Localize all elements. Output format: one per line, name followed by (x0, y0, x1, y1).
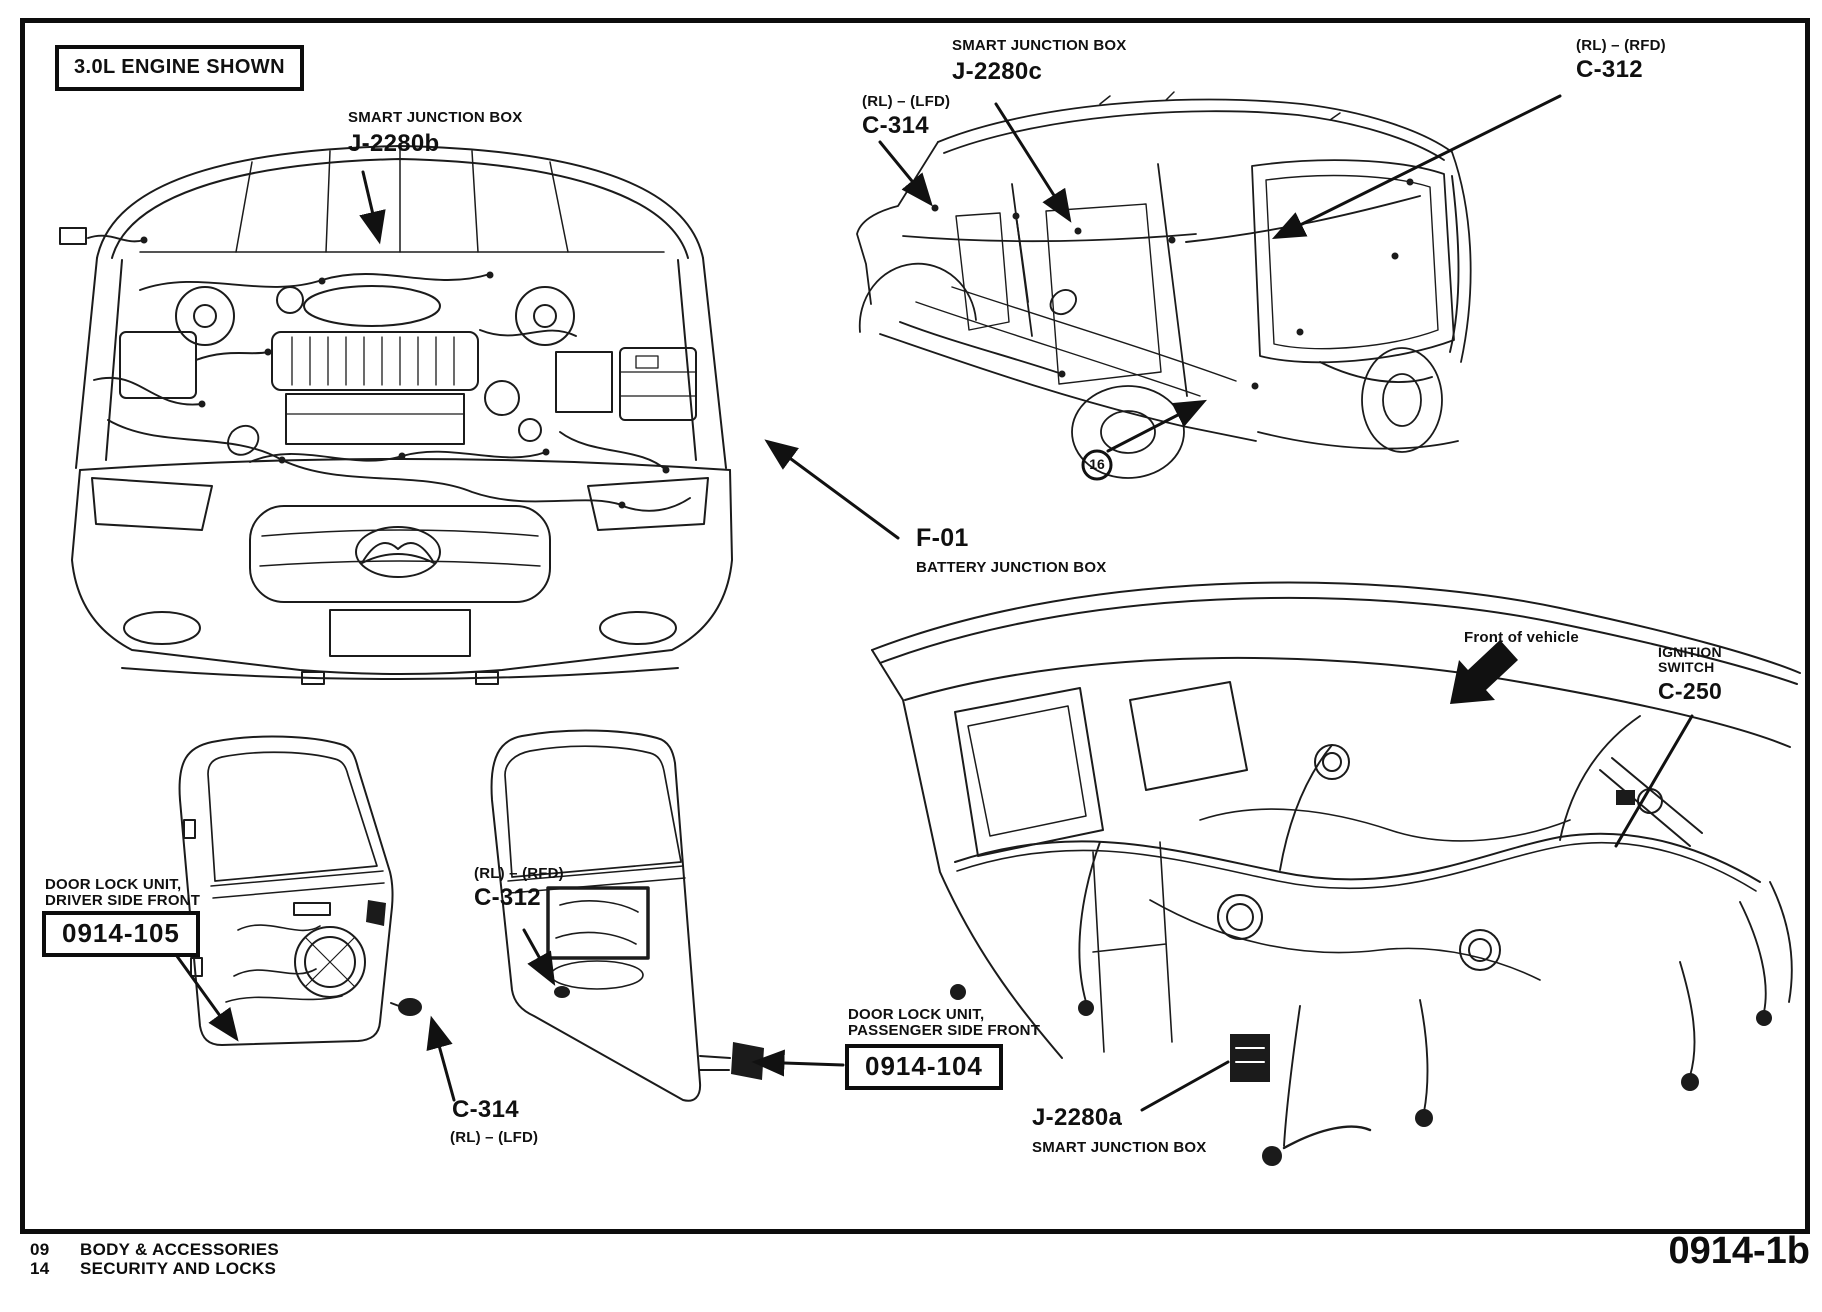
ignition-code: C-250 (1658, 678, 1723, 704)
driver-door-label-line1: DOOR LOCK UNIT, (45, 876, 182, 893)
passenger-door-code-box: 0914-104 (845, 1044, 1003, 1090)
brand-emblem (356, 527, 440, 577)
body-c312-prefix: (RL) – (RFD) (1576, 37, 1666, 54)
sjb-a-connector (1230, 1034, 1270, 1082)
body-c314-code: C-314 (862, 112, 929, 139)
passenger-door-label-line2: PASSENGER SIDE FRONT (848, 1022, 1041, 1039)
footer-subsection-title: SECURITY AND LOCKS (80, 1259, 277, 1278)
driver-door-code-box: 0914-105 (42, 911, 200, 957)
sjb-c-code: J-2280c (952, 58, 1043, 85)
driver-door-drawing (180, 736, 422, 1045)
bjb-code: F-01 (916, 524, 969, 552)
body-c312-code: C-312 (1576, 56, 1643, 83)
battery-junction-box-shape (620, 348, 696, 420)
doors-c312-code: C-312 (474, 884, 541, 911)
driver-door-lock-connector (398, 998, 422, 1016)
engine-note-box: 3.0L ENGINE SHOWN (55, 45, 304, 91)
passenger-door-drawing (492, 730, 764, 1100)
doors-c312-prefix: (RL) – (RFD) (474, 865, 564, 882)
callout-16-number: 16 (1089, 456, 1105, 472)
front-of-vehicle-label: Front of vehicle (1464, 629, 1579, 646)
sjb-b-title: SMART JUNCTION BOX (348, 109, 523, 126)
ignition-label-line1: IGNITION (1658, 644, 1722, 660)
footer-subsection-number: 14 (30, 1259, 50, 1278)
front-of-vehicle-arrow (1450, 640, 1518, 704)
door-lock-unit-outline (548, 888, 648, 958)
footer-section-title: BODY & ACCESSORIES (80, 1240, 280, 1259)
sjb-c-title: SMART JUNCTION BOX (952, 37, 1127, 54)
doors-c314-suffix: (RL) – (LFD) (450, 1129, 539, 1146)
footer-section-number: 09 (30, 1240, 50, 1259)
engine-wiring-harness (88, 236, 690, 511)
body-c314-prefix: (RL) – (LFD) (862, 93, 951, 110)
passenger-door-label-line1: DOOR LOCK UNIT, (848, 1006, 985, 1023)
ignition-switch-connector (1616, 790, 1635, 805)
body-wiring-harness (900, 176, 1459, 382)
ignition-label-line2: SWITCH (1658, 659, 1715, 675)
sjb-a-code: J-2280a (1032, 1104, 1123, 1131)
doors-c314-code: C-314 (452, 1096, 519, 1123)
suv-body-drawing (857, 92, 1471, 478)
sjb-a-title: SMART JUNCTION BOX (1032, 1139, 1207, 1156)
sjb-b-code: J-2280b (348, 130, 440, 157)
bjb-title: BATTERY JUNCTION BOX (916, 559, 1107, 576)
page-code: 0914-1b (1668, 1230, 1810, 1272)
engine-bay-drawing (60, 146, 732, 684)
driver-door-label-line2: DRIVER SIDE FRONT (45, 892, 201, 909)
